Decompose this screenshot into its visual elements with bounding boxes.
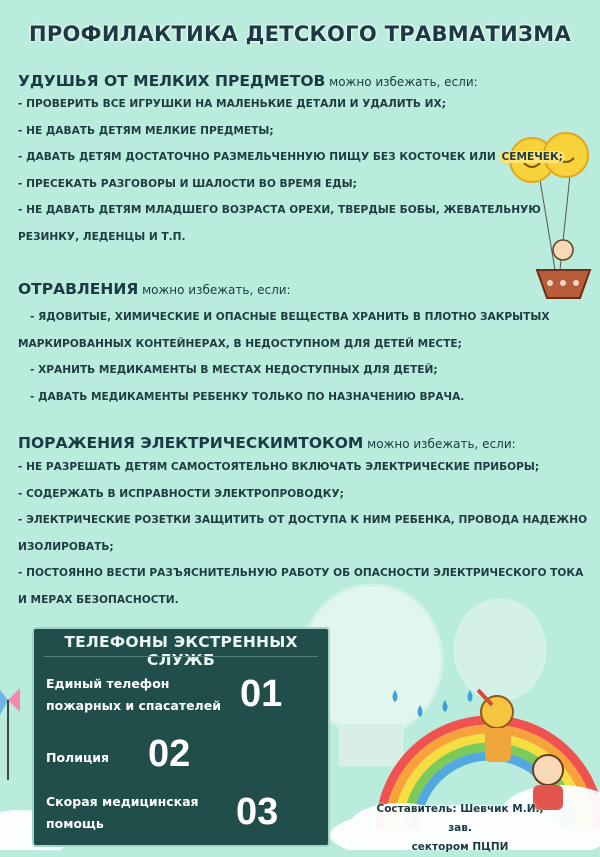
section-electric-heading bbox=[18, 434, 587, 452]
page-title: ПРОФИЛАКТИКА ДЕТСКОГО ТРАВМАТИЗМА bbox=[28, 22, 572, 46]
list-item: - ЭЛЕКТРИЧЕСКИЕ РОЗЕТКИ ЗАЩИТИТЬ ОТ ДОСТУПА К НИМ РЕБЕНКА, ПРОВОДА НАДЕЖНО bbox=[18, 514, 588, 526]
list-item-text: - ДАВАТЬ ДЕТЯМ ДОСТАТОЧНО РАЗМЕЛЬЧЕННУЮ ПИЩУ БЕЗ КОСТОЧЕК ИЛИ bbox=[18, 151, 496, 163]
section-electric bbox=[18, 434, 587, 613]
list-item: МАРКИРОВАННЫХ КОНТЕЙНЕРАХ, В НЕДОСТУПНОМ ДЛЯ ДЕТЕЙ МЕСТЕ; bbox=[18, 337, 462, 350]
list-item bbox=[18, 144, 565, 171]
section-poisoning bbox=[18, 280, 550, 410]
list-item: - ДАВАТЬ МЕДИКАМЕНТЫ РЕБЕНКУ ТОЛЬКО ПО НАЗНАЧЕНИЮ ВРАЧА. bbox=[30, 390, 465, 403]
list-item: РЕЗИНКУ, ЛЕДЕНЦЫ И Т.П. bbox=[18, 230, 186, 243]
list-item: - ПОСТОЯННО ВЕСТИ РАЗЪЯСНИТЕЛЬНУЮ РАБОТУ ОБ ОПАСНОСТИ ЭЛЕКТРИЧЕСКОГО ТОКА bbox=[18, 567, 584, 579]
service-fire-line1: Единый телефон bbox=[46, 676, 170, 691]
section-choking-heading bbox=[18, 72, 565, 90]
service-ambulance-line1: Скорая медицинская bbox=[46, 794, 199, 809]
choking-list bbox=[18, 91, 565, 250]
service-ambulance-line2: помощь bbox=[46, 816, 104, 831]
service-ambulance-number: 03 bbox=[236, 791, 279, 833]
electric-heading-lead: можно избежать, если: bbox=[363, 437, 516, 451]
list-item: - ПРОВЕРИТЬ ВСЕ ИГРУШКИ НА МАЛЕНЬКИЕ ДЕТАЛИ И УДАЛИТЬ ИХ; bbox=[18, 98, 446, 110]
section-choking bbox=[18, 72, 565, 250]
service-police-number: 02 bbox=[148, 733, 191, 775]
list-item: - НЕ РАЗРЕШАТЬ ДЕТЯМ САМОСТОЯТЕЛЬНО ВКЛЮЧАТЬ ЭЛЕКТРИЧЕСКИЕ ПРИБОРЫ; bbox=[18, 461, 540, 473]
list-item: - ЯДОВИТЫЕ, ХИМИЧЕСКИЕ И ОПАСНЫЕ ВЕЩЕСТВА ХРАНИТЬ В ПЛОТНО ЗАКРЫТЫХ bbox=[30, 311, 550, 323]
service-police-label bbox=[46, 747, 109, 769]
poisoning-list bbox=[18, 304, 550, 410]
service-ambulance-label bbox=[46, 791, 199, 835]
service-fire-label bbox=[46, 673, 221, 717]
poisoning-heading-caps: ОТРАВЛЕНИЯ bbox=[18, 280, 139, 298]
list-item: И МЕРАХ БЕЗОПАСНОСТИ. bbox=[18, 593, 179, 606]
list-item: - ПРЕСЕКАТЬ РАЗГОВОРЫ И ШАЛОСТИ ВО ВРЕМЯ ЕДЫ; bbox=[18, 177, 357, 190]
divider bbox=[44, 656, 318, 657]
list-item: - НЕ ДАВАТЬ ДЕТЯМ МЛАДШЕГО ВОЗРАСТА ОРЕХИ, ТВЕРДЫЕ БОБЫ, ЖЕВАТЕЛЬНУЮ bbox=[18, 204, 541, 216]
choking-heading-caps: УДУШЬЯ ОТ МЕЛКИХ ПРЕДМЕТОВ bbox=[18, 72, 326, 90]
section-poisoning-heading bbox=[18, 280, 550, 298]
author-credit bbox=[368, 800, 552, 857]
service-fire-number: 01 bbox=[240, 673, 283, 715]
author-line1: Составитель: Шевчик М.И., зав. bbox=[376, 803, 544, 834]
choking-heading-lead: можно избежать, если: bbox=[325, 75, 478, 89]
list-item: - НЕ ДАВАТЬ ДЕТЯМ МЕЛКИЕ ПРЕДМЕТЫ; bbox=[18, 124, 274, 137]
poisoning-heading-lead: можно избежать, если: bbox=[138, 283, 291, 297]
emergency-phones-panel bbox=[32, 627, 330, 847]
author-line2: сектором ПЦПИ bbox=[411, 841, 509, 853]
highlighted-word: СЕМЕЧЕК; bbox=[501, 151, 563, 163]
list-item: - ХРАНИТЬ МЕДИКАМЕНТЫ В МЕСТАХ НЕДОСТУПНЫХ ДЛЯ ДЕТЕЙ; bbox=[30, 364, 438, 376]
electric-heading-caps: ПОРАЖЕНИЯ ЭЛЕКТРИЧЕСКИМТОКОМ bbox=[18, 434, 364, 452]
service-fire-line2: пожарных и спасателей bbox=[46, 698, 221, 713]
list-item: ИЗОЛИРОВАТЬ; bbox=[18, 540, 114, 553]
electric-list bbox=[18, 454, 587, 613]
list-item: - СОДЕРЖАТЬ В ИСПРАВНОСТИ ЭЛЕКТРОПРОВОДКУ; bbox=[18, 487, 344, 500]
emergency-phones-title: ТЕЛЕФОНЫ ЭКСТРЕННЫХ СЛУЖБ bbox=[64, 633, 298, 669]
service-police-line1: Полиция bbox=[46, 750, 110, 765]
